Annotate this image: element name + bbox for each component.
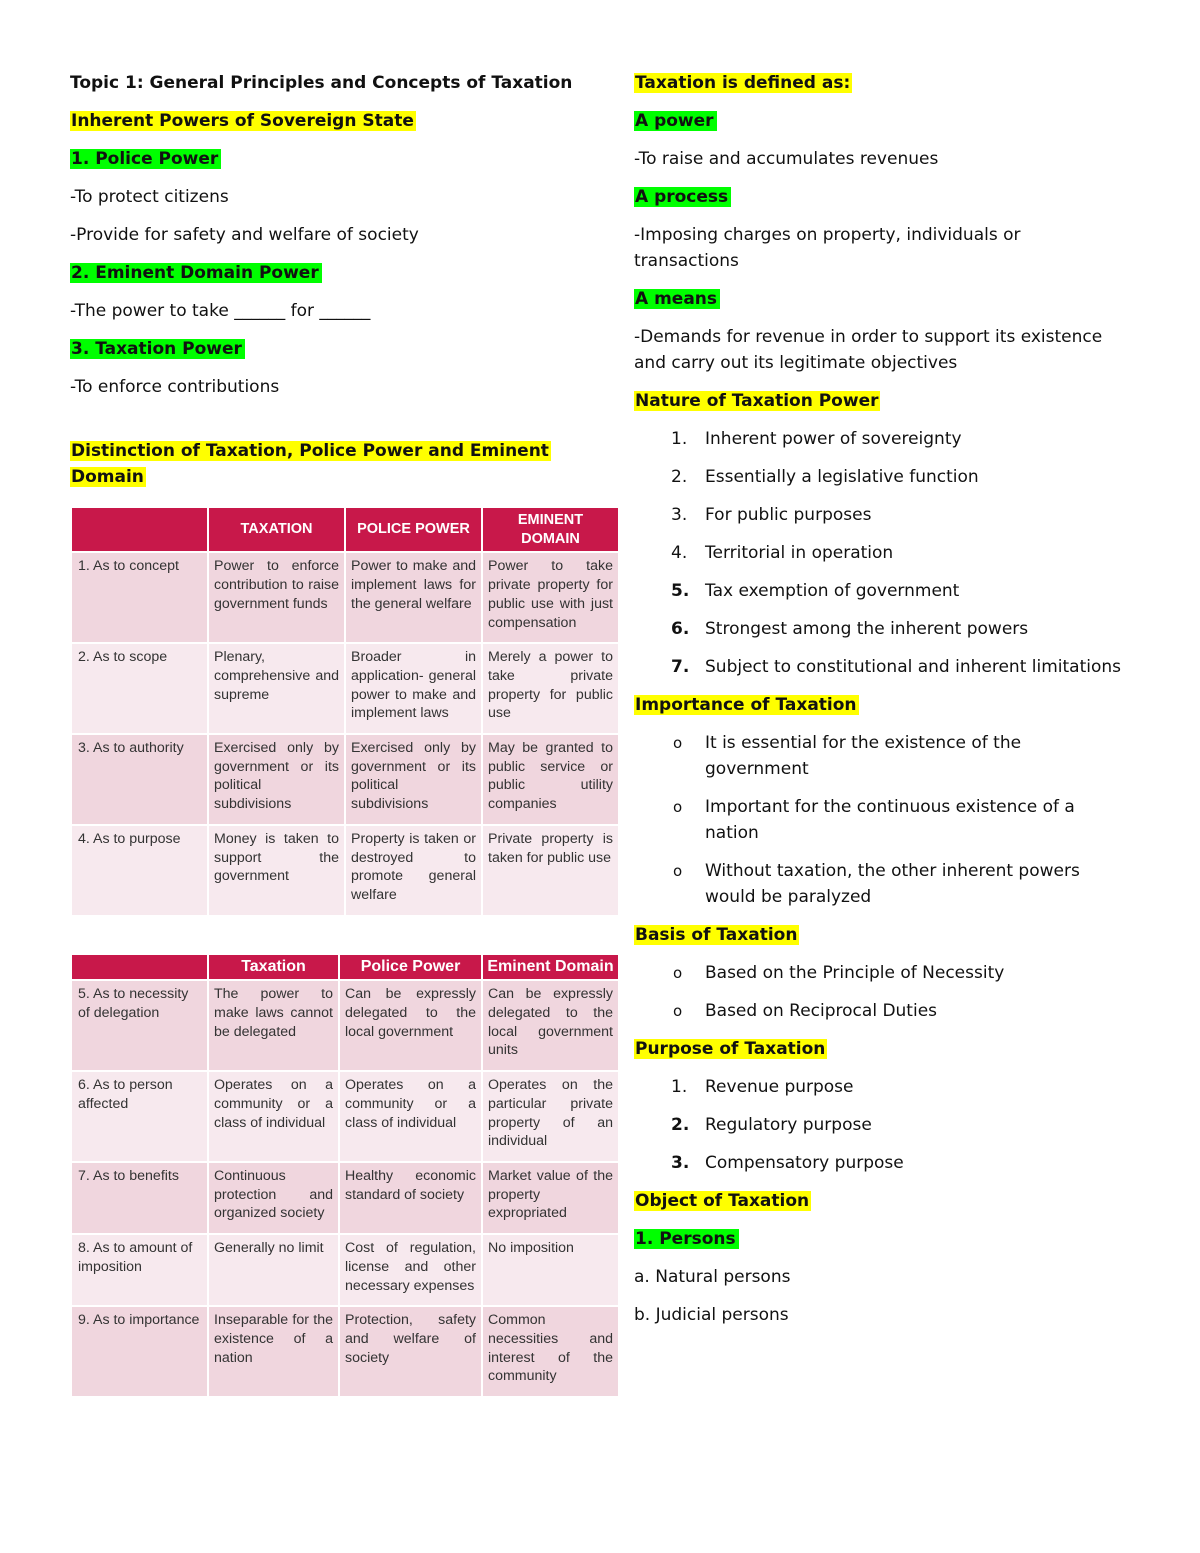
police-power-line: -Provide for safety and welfare of society <box>70 225 419 245</box>
taxation-power-line: -To enforce contributions <box>70 377 280 397</box>
list-item: 3. Compensatory purpose <box>671 1153 904 1173</box>
police-power-cell: Property is taken or destroyed to promote general welfare <box>345 825 482 916</box>
row-label: 2. As to scope <box>71 643 208 734</box>
police-power-cell: Operates on a community or a class of individual <box>339 1071 482 1162</box>
row-label: 9. As to importance <box>71 1306 208 1397</box>
table-row <box>71 1306 619 1397</box>
eminent-domain-cell: Common necessities and interest of the community <box>482 1306 619 1397</box>
distinction-table-2 <box>70 953 620 1398</box>
police-power-cell: Power to make and implement laws for the general welfare <box>345 552 482 643</box>
right-column <box>634 70 1124 1328</box>
distinction-table-1 <box>70 506 620 917</box>
taxation-power-heading: 3. Taxation Power <box>70 339 245 359</box>
list-item: o Based on the Principle of Necessity <box>634 960 1124 986</box>
eminent-domain-cell: Operates on the particular private property of an individual <box>482 1071 619 1162</box>
table-row <box>71 825 619 916</box>
table-row <box>71 643 619 734</box>
police-power-cell: Broader in application- general power to make and implement laws <box>345 643 482 734</box>
eminent-domain-cell: May be granted to public service or public utility companies <box>482 734 619 825</box>
taxation-cell: Generally no limit <box>208 1234 339 1306</box>
basis-heading: Basis of Taxation <box>635 925 798 945</box>
topic-title: Topic 1: General Principles and Concepts of Taxation <box>70 73 573 93</box>
definition-power-text: -To raise and accumulates revenues <box>634 149 939 169</box>
police-power-cell: Can be expressly delegated to the local government <box>339 980 482 1071</box>
bullet-icon: o <box>673 734 683 752</box>
importance-heading: Importance of Taxation <box>635 695 857 715</box>
bullet-icon: o <box>673 798 683 816</box>
row-label: 4. As to purpose <box>71 825 208 916</box>
row-label: 5. As to necessity of delegation <box>71 980 208 1071</box>
row-label: 3. As to authority <box>71 734 208 825</box>
purpose-heading: Purpose of Taxation <box>635 1039 826 1059</box>
table-header-cell <box>71 954 208 981</box>
table-header-taxation: TAXATION <box>208 507 345 552</box>
list-item: 3. For public purposes <box>671 505 872 525</box>
table-row <box>71 1162 619 1234</box>
list-item: 2. Regulatory purpose <box>671 1115 872 1135</box>
eminent-domain-line: -The power to take ______ for ______ <box>70 301 371 321</box>
taxation-cell: The power to make laws cannot be delegated <box>208 980 339 1071</box>
nature-list <box>634 426 1124 680</box>
taxation-cell: Money is taken to support the government <box>208 825 345 916</box>
police-power-cell: Exercised only by government or its political subdivisions <box>345 734 482 825</box>
object-item: b. Judicial persons <box>634 1305 789 1325</box>
table-row <box>71 980 619 1071</box>
table-row <box>71 1234 619 1306</box>
persons-heading: 1. Persons <box>634 1229 739 1249</box>
eminent-domain-cell: Market value of the property expropriated <box>482 1162 619 1234</box>
purpose-list <box>634 1074 1124 1176</box>
definition-power-heading: A power <box>634 111 717 131</box>
definition-process-heading: A process <box>634 187 731 207</box>
bullet-icon: o <box>673 964 683 982</box>
list-item: 1. Inherent power of sovereignty <box>671 429 962 449</box>
taxation-cell: Operates on a community or a class of individual <box>208 1071 339 1162</box>
table-row <box>71 734 619 825</box>
list-item: o Without taxation, the other inherent powers would be paralyzed <box>634 858 1124 910</box>
table-header-police-power: Police Power <box>339 954 482 981</box>
nature-heading: Nature of Taxation Power <box>635 391 879 411</box>
eminent-domain-heading: 2. Eminent Domain Power <box>70 263 322 283</box>
list-item: 1. Revenue purpose <box>671 1077 854 1097</box>
definition-means-heading: A means <box>634 289 720 309</box>
list-item: 5. Tax exemption of government <box>671 581 960 601</box>
bullet-icon: o <box>673 862 683 880</box>
list-item: 2. Essentially a legislative function <box>671 467 979 487</box>
table-row <box>71 1071 619 1162</box>
table-header-police-power: POLICE POWER <box>345 507 482 552</box>
importance-list <box>634 730 1124 910</box>
taxation-defined-heading: Taxation is defined as: <box>635 73 851 93</box>
row-label: 6. As to person affected <box>71 1071 208 1162</box>
table-header-eminent-domain: Eminent Domain <box>482 954 619 981</box>
definition-process-text: -Imposing charges on property, individuals or transactions <box>634 225 1021 271</box>
eminent-domain-cell: Merely a power to take private property for public use <box>482 643 619 734</box>
basis-list <box>634 960 1124 1024</box>
eminent-domain-cell: No imposition <box>482 1234 619 1306</box>
taxation-cell: Continuous protection and organized society <box>208 1162 339 1234</box>
distinction-heading: Distinction of Taxation, Police Power and Eminent Domain <box>71 441 549 487</box>
object-heading: Object of Taxation <box>635 1191 810 1211</box>
list-item: o Based on Reciprocal Duties <box>634 998 1124 1024</box>
list-item: o Important for the continuous existence of a nation <box>634 794 1124 846</box>
inherent-powers-heading: Inherent Powers of Sovereign State <box>71 111 414 131</box>
table-header-cell <box>71 507 208 552</box>
eminent-domain-cell: Private property is taken for public use <box>482 825 619 916</box>
row-label: 1. As to concept <box>71 552 208 643</box>
police-power-cell: Protection, safety and welfare of society <box>339 1306 482 1397</box>
taxation-cell: Inseparable for the existence of a nation <box>208 1306 339 1397</box>
list-item: 6. Strongest among the inherent powers <box>671 619 1029 639</box>
row-label: 8. As to amount of imposition <box>71 1234 208 1306</box>
eminent-domain-cell: Can be expressly delegated to the local government units <box>482 980 619 1071</box>
police-power-cell: Healthy economic standard of society <box>339 1162 482 1234</box>
police-power-line: -To protect citizens <box>70 187 229 207</box>
taxation-cell: Power to enforce contribution to raise government funds <box>208 552 345 643</box>
object-item: a. Natural persons <box>634 1267 791 1287</box>
left-column <box>70 70 620 1398</box>
row-label: 7. As to benefits <box>71 1162 208 1234</box>
list-item: 7. Subject to constitutional and inherent limitations <box>671 657 1122 677</box>
taxation-cell: Exercised only by government or its political subdivisions <box>208 734 345 825</box>
police-power-heading: 1. Police Power <box>70 149 221 169</box>
bullet-icon: o <box>673 1002 683 1020</box>
table-header-taxation: Taxation <box>208 954 339 981</box>
definition-means-text: -Demands for revenue in order to support its existence and carry out its legitimate objectives <box>634 327 1103 373</box>
list-item: 4. Territorial in operation <box>671 543 894 563</box>
eminent-domain-cell: Power to take private property for public use with just compensation <box>482 552 619 643</box>
taxation-cell: Plenary, comprehensive and supreme <box>208 643 345 734</box>
table-row <box>71 552 619 643</box>
police-power-cell: Cost of regulation, license and other necessary expenses <box>339 1234 482 1306</box>
table-header-eminent-domain: EMINENT DOMAIN <box>482 507 619 552</box>
list-item: o It is essential for the existence of the government <box>634 730 1124 782</box>
